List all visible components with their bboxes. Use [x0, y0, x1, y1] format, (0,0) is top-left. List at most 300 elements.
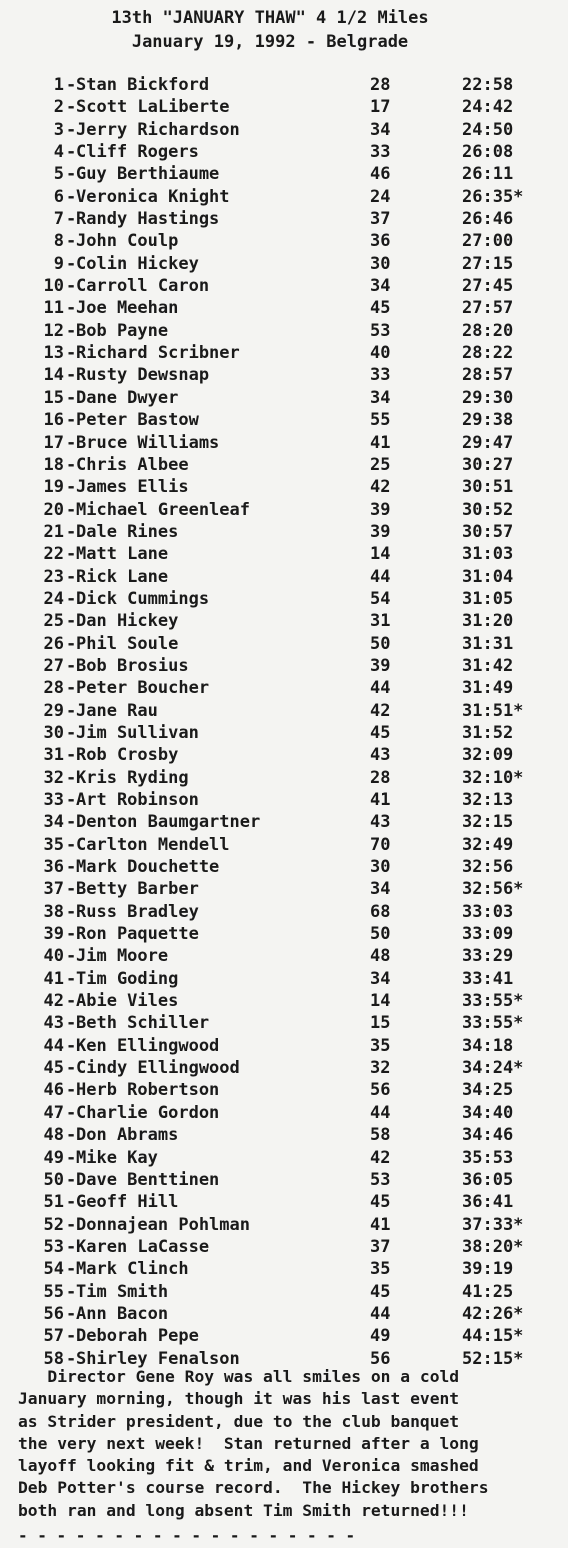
result-place: 48	[43, 1125, 64, 1146]
result-name: Colin Hickey	[76, 253, 199, 274]
result-place: 57	[43, 1326, 64, 1347]
result-name: Kris Ryding	[76, 767, 189, 788]
result-time: 31:42	[462, 655, 514, 676]
result-time: 41:25	[462, 1281, 514, 1302]
note-line: Director Gene Roy was all smiles on a cold	[18, 1367, 460, 1386]
result-age: 44	[370, 1303, 391, 1324]
result-dash: -	[66, 231, 77, 252]
result-place: 14	[43, 365, 64, 386]
result-dash: -	[66, 477, 77, 498]
result-row	[0, 1303, 568, 1325]
result-age: 44	[370, 678, 391, 699]
result-place: 11	[43, 298, 64, 319]
result-time: 26:35*	[462, 186, 524, 207]
result-name: Art Robinson	[76, 790, 199, 810]
result-place: 35	[43, 834, 64, 855]
result-dash: -	[66, 432, 77, 453]
result-name: Richard Scribner	[76, 343, 240, 364]
result-name: Cliff Rogers	[76, 142, 199, 163]
result-time: 24:50	[462, 119, 514, 140]
result-time: 26:08	[462, 142, 514, 163]
result-time: 28:22	[462, 343, 514, 364]
result-place: 21	[43, 521, 64, 542]
result-dash: -	[66, 611, 77, 632]
result-dash: -	[66, 991, 77, 1012]
result-age: 53	[370, 320, 391, 341]
result-time: 32:56*	[462, 879, 524, 900]
result-time: 31:03	[462, 544, 514, 565]
result-age: 28	[370, 767, 391, 788]
result-place: 49	[43, 1147, 64, 1168]
result-dash: -	[66, 745, 77, 766]
result-time: 33:03	[462, 901, 514, 922]
result-place: 4	[53, 142, 64, 163]
result-row	[0, 521, 568, 543]
result-row	[0, 1102, 568, 1124]
result-age: 24	[370, 186, 391, 207]
result-age: 55	[370, 410, 391, 431]
result-row	[0, 1079, 568, 1101]
result-time: 27:57	[462, 298, 514, 319]
result-dash: -	[66, 1147, 77, 1168]
result-dash: -	[66, 678, 77, 699]
result-row	[0, 1214, 568, 1236]
result-name: Ron Paquette	[76, 924, 199, 945]
result-row	[0, 856, 568, 878]
result-time: 32:49	[462, 834, 514, 855]
result-time: 33:41	[462, 968, 514, 989]
result-time: 33:09	[462, 924, 514, 945]
result-place: 39	[43, 924, 64, 945]
result-row	[0, 990, 568, 1012]
result-age: 31	[370, 611, 391, 632]
result-dash: -	[66, 924, 77, 945]
result-name: Russ Bradley	[76, 901, 199, 922]
result-time: 31:51*	[462, 700, 524, 721]
result-time: 36:41	[462, 1192, 514, 1213]
result-age: 42	[370, 1147, 391, 1168]
result-name: John Coulp	[76, 231, 179, 252]
result-row	[0, 1147, 568, 1169]
result-time: 33:55*	[462, 991, 524, 1012]
result-row	[0, 767, 568, 789]
result-row	[0, 297, 568, 319]
result-time: 34:25	[462, 1080, 514, 1101]
result-time: 38:20*	[462, 1236, 524, 1257]
result-place: 40	[43, 946, 64, 967]
result-dash: -	[66, 588, 77, 609]
result-place: 31	[43, 745, 64, 766]
result-name: Beth Schiller	[76, 1013, 210, 1034]
result-age: 43	[370, 745, 391, 766]
result-age: 56	[370, 1348, 391, 1369]
result-age: 25	[370, 454, 391, 475]
result-row	[0, 566, 568, 588]
result-name: Michael Greenleaf	[76, 499, 250, 520]
result-name: Shirley Fenalson	[76, 1348, 240, 1369]
result-name: Mark Clinch	[76, 1259, 189, 1280]
result-age: 40	[370, 343, 391, 364]
result-time: 28:20	[462, 320, 514, 341]
result-age: 49	[370, 1326, 391, 1347]
result-dash: -	[66, 812, 77, 833]
result-name: Betty Barber	[76, 879, 199, 900]
result-name: Rick Lane	[76, 566, 169, 587]
result-age: 68	[370, 901, 391, 922]
result-row	[0, 364, 568, 386]
result-dash: -	[66, 901, 77, 922]
result-dash: -	[66, 209, 77, 230]
result-name: Jim Sullivan	[76, 722, 199, 743]
result-name: Scott LaLiberte	[76, 97, 230, 118]
result-place: 43	[43, 1013, 64, 1034]
result-name: Carroll Caron	[76, 276, 210, 297]
result-row	[0, 454, 568, 476]
result-name: Rob Crosby	[76, 745, 179, 766]
race-date-location: January 19, 1992 - Belgrade	[131, 32, 409, 52]
result-name: Karen LaCasse	[76, 1236, 210, 1257]
result-age: 14	[370, 991, 391, 1012]
result-name: Rusty Dewsnap	[76, 365, 210, 386]
result-name: Bob Brosius	[76, 655, 189, 676]
results-list	[0, 74, 568, 1370]
result-time: 33:29	[462, 946, 514, 967]
result-place: 52	[43, 1214, 64, 1235]
result-age: 30	[370, 857, 391, 878]
result-time: 52:15*	[462, 1348, 524, 1369]
result-name: Jane Rau	[76, 700, 158, 721]
result-name: Stan Bickford	[76, 75, 210, 95]
result-time: 29:47	[462, 432, 514, 453]
result-dash: -	[66, 767, 77, 788]
result-age: 34	[370, 387, 391, 408]
result-name: Veronica Knight	[76, 186, 230, 207]
result-age: 43	[370, 812, 391, 833]
result-age: 45	[370, 298, 391, 319]
result-time: 37:33*	[462, 1214, 524, 1235]
result-name: Deborah Pepe	[76, 1326, 199, 1347]
result-row	[0, 543, 568, 565]
result-name: Ken Ellingwood	[76, 1035, 220, 1056]
result-age: 15	[370, 1013, 391, 1034]
result-time: 31:52	[462, 722, 514, 743]
result-row	[0, 789, 568, 811]
result-age: 48	[370, 946, 391, 967]
result-row	[0, 1325, 568, 1347]
note-line: the very next week! Stan returned after a long	[18, 1433, 479, 1453]
result-place: 38	[43, 901, 64, 922]
result-age: 34	[370, 119, 391, 140]
result-age: 41	[370, 432, 391, 453]
result-dash: -	[66, 1236, 77, 1257]
result-dash: -	[66, 1125, 77, 1146]
result-name: Peter Boucher	[76, 678, 210, 699]
result-dash: -	[66, 1303, 77, 1324]
result-name: Dane Dwyer	[76, 387, 179, 408]
result-dash: -	[66, 119, 77, 140]
result-row	[0, 811, 568, 833]
result-time: 30:57	[462, 521, 514, 542]
result-time: 27:00	[462, 231, 514, 252]
result-row	[0, 230, 568, 252]
result-dash: -	[66, 1192, 77, 1213]
result-place: 20	[43, 499, 64, 520]
result-time: 32:56	[462, 857, 514, 878]
result-place: 26	[43, 633, 64, 654]
result-age: 14	[370, 544, 391, 565]
result-place: 6	[53, 186, 64, 207]
result-name: Tim Smith	[76, 1281, 169, 1302]
result-time: 34:18	[462, 1035, 514, 1056]
result-time: 32:10*	[462, 767, 524, 788]
result-name: Phil Soule	[76, 633, 179, 654]
result-name: Dick Cummings	[76, 588, 210, 609]
result-name: Peter Bastow	[76, 410, 199, 431]
result-dash: -	[66, 1169, 77, 1190]
result-dash: -	[66, 75, 77, 95]
result-row	[0, 1035, 568, 1057]
result-place: 58	[43, 1348, 64, 1369]
result-place: 50	[43, 1169, 64, 1190]
result-age: 34	[370, 276, 391, 297]
result-time: 22:58	[462, 75, 514, 95]
result-time: 36:05	[462, 1169, 514, 1190]
result-place: 55	[43, 1281, 64, 1302]
result-place: 24	[43, 588, 64, 609]
result-row	[0, 834, 568, 856]
note-line: January morning, though it was his last event	[18, 1389, 460, 1409]
result-row	[0, 186, 568, 208]
result-time: 27:45	[462, 276, 514, 297]
result-place: 30	[43, 722, 64, 743]
result-name: Joe Meehan	[76, 298, 179, 319]
result-row	[0, 141, 568, 163]
result-name: Mark Douchette	[76, 857, 220, 878]
result-age: 34	[370, 879, 391, 900]
result-name: Mike Kay	[76, 1147, 158, 1168]
result-dash: -	[66, 544, 77, 565]
result-place: 53	[43, 1236, 64, 1257]
note-line: both ran and long absent Tim Smith returned!!!	[18, 1500, 469, 1520]
result-time: 31:49	[462, 678, 514, 699]
result-dash: -	[66, 633, 77, 654]
result-time: 33:55*	[462, 1013, 524, 1034]
result-dash: -	[66, 857, 77, 878]
result-dash: -	[66, 790, 77, 810]
result-age: 28	[370, 75, 391, 95]
result-name: Bob Payne	[76, 320, 169, 341]
result-place: 44	[43, 1035, 64, 1056]
result-time: 32:13	[462, 790, 514, 810]
result-age: 44	[370, 566, 391, 587]
result-age: 39	[370, 655, 391, 676]
result-row	[0, 901, 568, 923]
result-time: 26:46	[462, 209, 514, 230]
result-place: 12	[43, 320, 64, 341]
result-place: 51	[43, 1192, 64, 1213]
result-time: 44:15*	[462, 1326, 524, 1347]
result-age: 35	[370, 1259, 391, 1280]
result-place: 32	[43, 767, 64, 788]
result-name: Tim Goding	[76, 968, 179, 989]
result-age: 56	[370, 1080, 391, 1101]
result-time: 29:38	[462, 410, 514, 431]
result-age: 58	[370, 1125, 391, 1146]
result-place: 36	[43, 857, 64, 878]
result-name: Randy Hastings	[76, 209, 220, 230]
result-dash: -	[66, 834, 77, 855]
result-name: Denton Baumgartner	[76, 812, 261, 833]
result-dash: -	[66, 1080, 77, 1101]
result-place: 25	[43, 611, 64, 632]
result-time: 26:11	[462, 164, 514, 185]
result-name: Jerry Richardson	[76, 119, 240, 140]
result-dash: -	[66, 1102, 77, 1123]
result-age: 34	[370, 968, 391, 989]
result-row	[0, 722, 568, 744]
result-dash: -	[66, 1259, 77, 1280]
result-row	[0, 387, 568, 409]
result-place: 27	[43, 655, 64, 676]
result-name: Ann Bacon	[76, 1303, 169, 1324]
result-dash: -	[66, 276, 77, 297]
result-age: 45	[370, 722, 391, 743]
result-place: 19	[43, 477, 64, 498]
result-name: Matt Lane	[76, 544, 169, 565]
result-name: Dale Rines	[76, 521, 179, 542]
result-age: 42	[370, 700, 391, 721]
result-dash: -	[66, 1281, 77, 1302]
result-time: 30:52	[462, 499, 514, 520]
result-name: Abie Viles	[76, 991, 179, 1012]
result-row	[0, 275, 568, 297]
result-dash: -	[66, 164, 77, 185]
result-row	[0, 1258, 568, 1280]
result-place: 1	[53, 75, 64, 95]
result-name: Guy Berthiaume	[76, 164, 220, 185]
result-dash: -	[66, 879, 77, 900]
result-time: 30:51	[462, 477, 514, 498]
result-dash: -	[66, 365, 77, 386]
result-row	[0, 677, 568, 699]
result-time: 32:15	[462, 812, 514, 833]
result-age: 50	[370, 633, 391, 654]
result-place: 41	[43, 968, 64, 989]
result-place: 22	[43, 544, 64, 565]
result-dash: -	[66, 655, 77, 676]
result-age: 41	[370, 790, 391, 810]
result-age: 37	[370, 209, 391, 230]
result-row	[0, 432, 568, 454]
result-name: Don Abrams	[76, 1125, 179, 1146]
result-place: 33	[43, 790, 64, 810]
result-time: 30:27	[462, 454, 514, 475]
note-line: layoff looking fit & trim, and Veronica smashed	[18, 1456, 479, 1476]
result-place: 9	[53, 253, 64, 274]
result-dash: -	[66, 1326, 77, 1347]
result-time: 31:05	[462, 588, 514, 609]
result-row	[0, 1057, 568, 1079]
result-dash: -	[66, 142, 77, 163]
result-row	[0, 1012, 568, 1034]
result-time: 29:30	[462, 387, 514, 408]
result-row	[0, 96, 568, 118]
result-name: Carlton Mendell	[76, 834, 230, 855]
result-name: Herb Robertson	[76, 1080, 220, 1101]
result-place: 56	[43, 1303, 64, 1324]
footer-dashes: - - - - - - - - - - - - - - - - - -	[18, 1526, 356, 1545]
result-row	[0, 409, 568, 431]
result-row	[0, 588, 568, 610]
race-notes	[18, 1366, 563, 1522]
result-age: 70	[370, 834, 391, 855]
result-name: Geoff Hill	[76, 1192, 179, 1213]
result-place: 34	[43, 812, 64, 833]
result-row	[0, 253, 568, 275]
result-dash: -	[66, 521, 77, 542]
result-age: 30	[370, 253, 391, 274]
result-time: 34:40	[462, 1102, 514, 1123]
result-place: 46	[43, 1080, 64, 1101]
result-name: Dave Benttinen	[76, 1169, 220, 1190]
note-line: as Strider president, due to the club banquet	[18, 1411, 460, 1431]
result-row	[0, 1169, 568, 1191]
result-place: 54	[43, 1259, 64, 1280]
result-row	[0, 342, 568, 364]
result-place: 17	[43, 432, 64, 453]
result-age: 46	[370, 164, 391, 185]
result-age: 33	[370, 142, 391, 163]
result-time: 31:04	[462, 566, 514, 587]
result-age: 54	[370, 588, 391, 609]
result-time: 31:20	[462, 611, 514, 632]
result-age: 39	[370, 499, 391, 520]
result-name: Jim Moore	[76, 946, 169, 967]
result-dash: -	[66, 1013, 77, 1034]
result-age: 50	[370, 924, 391, 945]
result-time: 31:31	[462, 633, 514, 654]
result-place: 29	[43, 700, 64, 721]
result-name: Bruce Williams	[76, 432, 220, 453]
result-place: 3	[53, 119, 64, 140]
result-age: 39	[370, 521, 391, 542]
result-age: 37	[370, 1236, 391, 1257]
note-line: Deb Potter's course record. The Hickey brothers	[18, 1478, 489, 1498]
result-place: 37	[43, 879, 64, 900]
result-time: 28:57	[462, 365, 514, 386]
result-place: 13	[43, 343, 64, 364]
result-row	[0, 878, 568, 900]
result-row	[0, 499, 568, 521]
result-row	[0, 655, 568, 677]
result-place: 8	[53, 231, 64, 252]
result-dash: -	[66, 968, 77, 989]
result-time: 27:15	[462, 253, 514, 274]
result-place: 45	[43, 1058, 64, 1079]
result-time: 42:26*	[462, 1303, 524, 1324]
result-dash: -	[66, 320, 77, 341]
result-age: 36	[370, 231, 391, 252]
result-dash: -	[66, 410, 77, 431]
result-row	[0, 633, 568, 655]
result-name: Donnajean Pohlman	[76, 1214, 250, 1235]
result-place: 5	[53, 164, 64, 185]
result-row	[0, 74, 568, 96]
result-dash: -	[66, 343, 77, 364]
result-place: 28	[43, 678, 64, 699]
result-age: 17	[370, 97, 391, 118]
result-dash: -	[66, 1214, 77, 1235]
